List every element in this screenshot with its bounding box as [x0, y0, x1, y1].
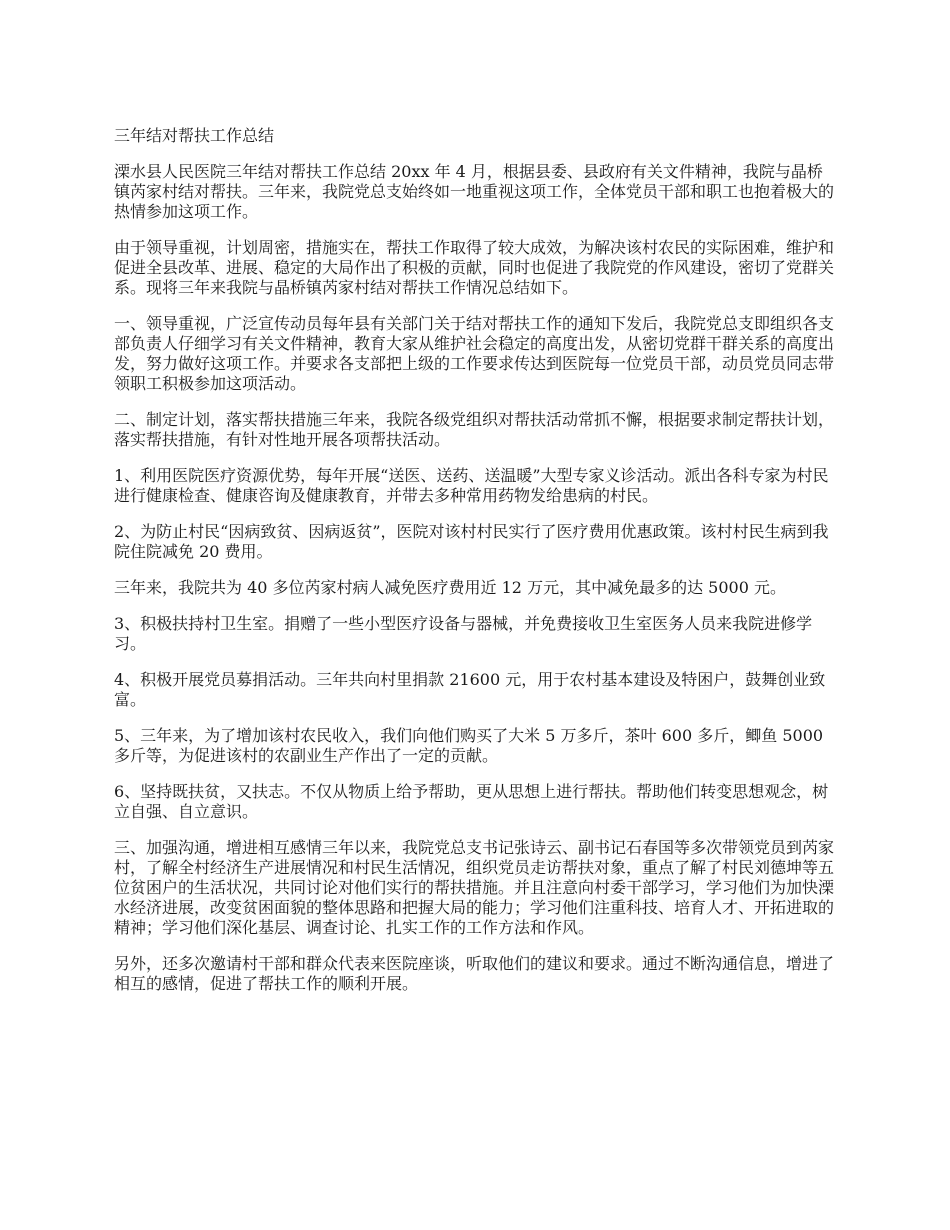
paragraph-summary: 由于领导重视，计划周密，措施实在，帮扶工作取得了较大成效，为解决该村农民的实际困难，维护和促进全县改革、进展、稳定的大局作出了积极的贡献，同时也促进了我院党的作风建设，密切了党群关系。现将三年来我院与晶桥镇芮家村结对帮扶工作情况总结如下。 — [114, 238, 835, 297]
paragraph-item-1: 1、利用医院医疗资源优势，每年开展“送医、送药、送温暖”大型专家义诊活动。派出各科专家为村民进行健康检查、健康咨询及健康教育，并带去多种常用药物发给患病的村民。 — [114, 466, 829, 505]
paragraph-section-1: 一、领导重视，广泛宣传动员每年县有关部门关于结对帮扶工作的通知下发后，我院党总支即组织各支部负责人仔细学习有关文件精神，教育大家从维护社会稳定的高度出发，从密切党群干群关系的高度出发，努力做好这项工作。并要求各支部把上级的工作要求传达到医院每一位党员干部，动员党员同志带领职工积极参加这项活动。 — [114, 314, 835, 393]
paragraph-item-6: 6、坚持既扶贫，又扶志。不仅从物质上给予帮助，更从思想上进行帮扶。帮助他们转变思想观念，树立自强、自立意识。 — [114, 782, 829, 821]
document-title: 三年结对帮扶工作总结 — [114, 126, 275, 145]
paragraph-item-2: 2、为防止村民“因病致贫、因病返贫”，医院对该村村民实行了医疗费用优惠政策。该村村民生病到我院住院减免 20 费用。 — [114, 522, 829, 561]
paragraph-section-2: 二、制定计划，落实帮扶措施三年来，我院各级党组织对帮扶活动常抓不懈，根据要求制定帮扶计划，落实帮扶措施，有针对性地开展各项帮扶活动。 — [114, 410, 835, 449]
paragraph-closing: 另外，还多次邀请村干部和群众代表来医院座谈，听取他们的建议和要求。通过不断沟通信息，增进了相互的感情，促进了帮扶工作的顺利开展。 — [114, 954, 835, 993]
paragraph-item-5: 5、三年来，为了增加该村农民收入，我们向他们购买了大米 5 万多斤，茶叶 600 多斤，鲫鱼 5000 多斤等，为促进该村的农副业生产作出了一定的贡献。 — [114, 726, 824, 765]
paragraph-item-4: 4、积极开展党员募捐活动。三年共向村里捐款 21600 元，用于农村基本建设及特困户，鼓舞创业致富。 — [114, 670, 826, 709]
document-body — [114, 126, 834, 1010]
paragraph-section-3: 三、加强沟通，增进相互感情三年以来，我院党总支书记张诗云、副书记石春国等多次带领党员到芮家村，了解全村经济生产进展情况和村民生活情况，组织党员走访帮扶对象，重点了解了村民刘德坤等五位贫困户的生活状况，共同讨论对他们实行的帮扶措施。并且注意向村委干部学习，学习他们为加快溧水经济进展，改变贫困面貌的整体思路和把握大局的能力；学习他们注重科技、培育人才、开拓进取的精神；学习他们深化基层、调查讨论、扎实工作的工作方法和作风。 — [114, 838, 835, 937]
paragraph-intro: 溧水县人民医院三年结对帮扶工作总结 20xx 年 4 月，根据县委、县政府有关文件精神，我院与晶桥镇芮家村结对帮扶。三年来，我院党总支始终如一地重视这项工作，全体党员干部和职工也抱着极大的热情参加这项工作。 — [114, 162, 835, 221]
paragraph-item-3: 3、积极扶持村卫生室。捐赠了一些小型医疗设备与器械，并免费接收卫生室医务人员来我院进修学习。 — [114, 614, 813, 653]
paragraph-item-2-detail: 三年来，我院共为 40 多位芮家村病人减免医疗费用近 12 万元，其中减免最多的达 5000 元。 — [114, 578, 786, 597]
